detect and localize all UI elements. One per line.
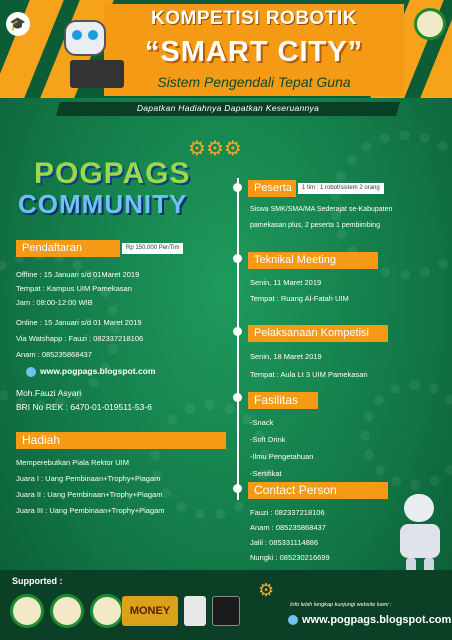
pendaftaran-heading: Pendaftaran [16, 240, 120, 257]
teknikal-heading: Teknikal Meeting [248, 252, 378, 269]
footer-info: Info lebih lengkap kunjungi website kami : [290, 602, 392, 608]
contact-line: Jalil : 085331114886 [250, 538, 319, 547]
registration-line: Jam : 08:00-12:00 WIB [16, 298, 93, 307]
graduation-cap-icon: 🎓 [6, 12, 30, 36]
gear-icon: ⚙⚙⚙ [188, 138, 242, 160]
participant-line: pamekasan plus, 2 peserta 1 pembimbing [250, 222, 380, 229]
timeline-dot [233, 254, 242, 263]
event-title: KOMPETISI ROBOTIK [151, 8, 357, 29]
timeline-dot [233, 183, 242, 192]
timeline-dot [233, 393, 242, 402]
sponsor-logo [50, 594, 84, 628]
sponsor-logo [212, 596, 240, 626]
contact-line: Nungki : 085230216699 [250, 553, 330, 562]
website-link[interactable] [26, 366, 155, 377]
registration-line: Offline : 15 Januari s/d 01Maret 2019 [16, 270, 140, 279]
robot-eye [88, 30, 98, 40]
sponsor-logo-money: MONEY [122, 596, 178, 626]
contact-heading: Contact Person [248, 482, 388, 499]
brand-name: POGPAGS [34, 157, 191, 190]
prize-line: Juara I : Uang Pembinaan+Trophy+Piagam [16, 474, 161, 483]
brand-community: COMMUNITY [18, 189, 188, 219]
registration-line: Anam : 085235868437 [16, 350, 92, 359]
robot-body [400, 524, 440, 558]
event-tagline: Sistem Pengendali Tepat Guna [157, 74, 351, 90]
event-line: Tempat : Aula Lt 3 UIM Pamekasan [250, 370, 368, 379]
supported-label: Supported : [12, 576, 63, 586]
sponsor-logo [10, 594, 44, 628]
peserta-heading: Peserta [248, 180, 296, 197]
robot-eye [72, 30, 82, 40]
contact-line: Anam : 085235868437 [250, 523, 326, 532]
event-theme: “SMART CITY” [144, 36, 364, 68]
globe-icon [288, 615, 298, 625]
registration-line: Tempat : Kampus UIM Pamekasan [16, 284, 132, 293]
sponsor-logo [90, 594, 124, 628]
university-logo [414, 8, 446, 40]
footer-website-url: www.pogpags.blogspot.com [302, 614, 452, 626]
banner-text: Dapatkan Hadiahnya Dapatkan Keseruannya [136, 103, 320, 113]
facility-item: -Soft Drink [250, 435, 286, 444]
registration-fee: Rp 150.000 Per/Tim [122, 243, 183, 254]
globe-icon [26, 367, 36, 377]
account-name: Moh.Fauzi Asyari [16, 388, 82, 398]
registration-line: Online : 15 Januari s/d 01 Maret 2019 [16, 318, 142, 327]
contact-line: Fauzi : 082337218106 [250, 508, 325, 517]
fasilitas-heading: Fasilitas [248, 392, 318, 409]
prize-line: Juara II : Uang Pembinaan+Trophy+Piagam [16, 490, 163, 499]
meeting-line: Senin, 11 Maret 2019 [250, 278, 322, 287]
timeline [237, 178, 239, 500]
team-rule: 1 tim : 1 robot/sistem 2 orang [298, 183, 384, 194]
facility-item: -Sertifikat [250, 469, 282, 478]
background-gear [360, 380, 452, 490]
pelaksanaan-heading: Pelaksanaan Kompetisi [248, 325, 388, 342]
sponsor-logo [184, 596, 206, 626]
participant-line: Siswa SMK/SMA/MA Sederajat se-Kabupaten [250, 206, 393, 213]
facility-item: -Ilmu Pengetahuan [250, 452, 314, 461]
event-line: Senin, 18 Maret 2019 [250, 352, 322, 361]
prize-line: Juara III : Uang Pembinaan+Trophy+Piagam [16, 506, 165, 515]
hadiah-heading: Hadiah [16, 432, 226, 449]
robot-illustration [404, 494, 434, 522]
timeline-dot [233, 327, 242, 336]
website-url: www.pogpags.blogspot.com [40, 366, 156, 376]
footer-website-link[interactable] [288, 614, 451, 626]
facility-item: -Snack [250, 418, 274, 427]
prize-intro: Memperebutkan Piala Rektor UIM [16, 458, 129, 467]
timeline-dot [233, 484, 242, 493]
robot-illustration [64, 20, 106, 56]
gear-icon: ⚙ [258, 580, 275, 600]
meeting-line: Tempat : Ruang Al-Fatah UIM [250, 294, 349, 303]
registration-line: Via Watshapp : Fauzi : 082337218106 [16, 334, 144, 343]
account-number: BRI No REK : 6470-01-019511-53-6 [16, 402, 152, 412]
